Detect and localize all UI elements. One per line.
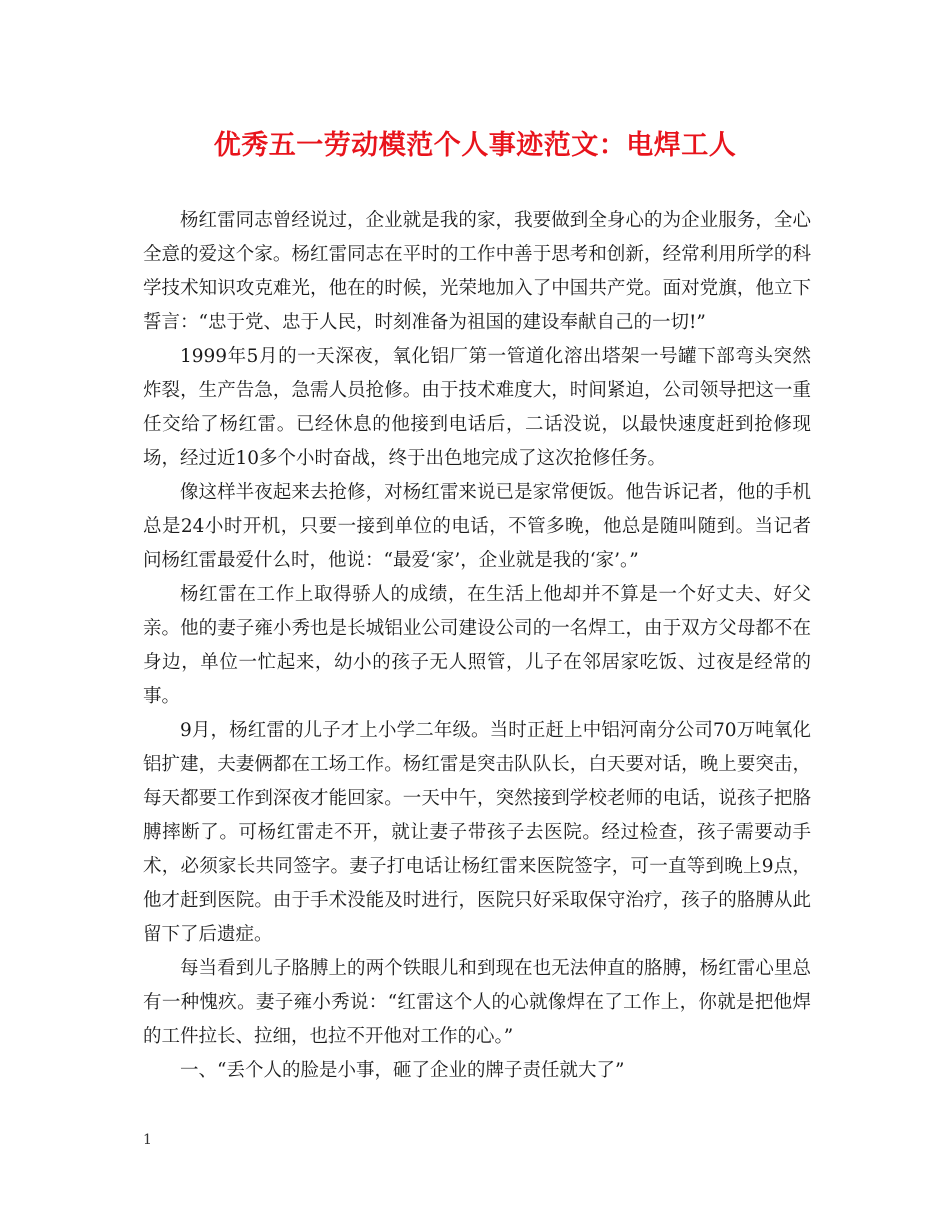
document-title: 优秀五一劳动模范个人事迹范文：电焊工人 [213, 130, 737, 161]
paragraph: 杨红雷同志曾经说过，企业就是我的家，我要做到全身心的为企业服务，全心全意的爱这个家。杨红雷同志在平时的工作中善于思考和创新，经常利用所学的科学技术知识攻克难光，他在的时候，光荣地加入了中国共产党。面对党旗，他立下誓言：“忠于党、忠于人民，时刻准备为祖国的建设奉献自己的一切!” [143, 210, 811, 333]
section-heading: 一、“丢个人的脸是小事，砸了企业的牌子责任就大了” [180, 1060, 625, 1081]
page-number: 1 [143, 1132, 152, 1148]
paragraph: 像这样半夜起来去抢修，对杨红雷来说已是家常便饭。他告诉记者，他的手机总是24小时开机，只要一接到单位的电话，不管多晚，他总是随叫随到。当记者问杨红雷最爱什么时，他说：“最爱‘家’，企业就是我的‘家’。” [143, 482, 811, 571]
paragraph: 杨红雷在工作上取得骄人的成绩，在生活上他却并不算是一个好丈夫、好父亲。他的妻子雍小秀也是长城铝业公司建设公司的一名焊工，由于双方父母都不在身边，单位一忙起来，幼小的孩子无人照管，儿子在邻居家吃饭、过夜是经常的事。 [143, 584, 811, 707]
document-body [143, 204, 811, 1088]
paragraph: 9月，杨红雷的儿子才上小学二年级。当时正赶上中铝河南分公司70万吨氧化铝扩建，夫妻俩都在工场工作。杨红雷是突击队队长，白天要对话，晚上要突击，每天都要工作到深夜才能回家。一天中午，突然接到学校老师的电话，说孩子把胳膊摔断了。可杨红雷走不开，就让妻子带孩子去医院。经过检查，孩子需要动手术，必须家长共同签字。妻子打电话让杨红雷来医院签字，可一直等到晚上9点，他才赶到医院。由于手术没能及时进行，医院只好采取保守治疗，孩子的胳膊从此留下了后遗症。 [143, 720, 811, 945]
paragraph: 每当看到儿子胳膊上的两个铁眼儿和到现在也无法伸直的胳膊，杨红雷心里总有一种愧疚。妻子雍小秀说：“红雷这个人的心就像焊在了工作上，你就是把他焊的工件拉长、拉细，也拉不开他对工作的心。” [143, 958, 811, 1047]
paragraph: 1999年5月的一天深夜，氧化铝厂第一管道化溶出塔架一号罐下部弯头突然炸裂，生产告急，急需人员抢修。由于技术难度大，时间紧迫，公司领导把这一重任交给了杨红雷。已经休息的他接到电话后，二话没说，以最快速度赶到抢修现场，经过近10多个小时奋战，终于出色地完成了这次抢修任务。 [143, 346, 811, 469]
